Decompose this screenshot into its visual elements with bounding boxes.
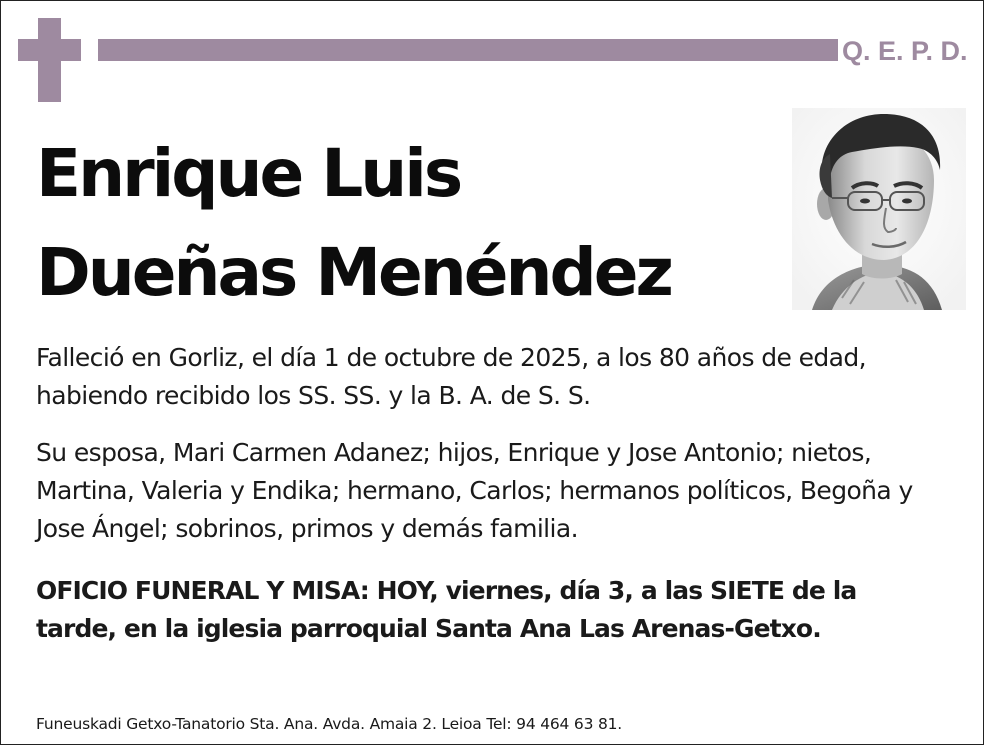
funeral-text: OFICIO FUNERAL Y MISA: HOY, viernes, día 3, a las SIETE de la tarde, en la iglesia parroquial Santa Ana Las Arenas-Getxo. [36,576,857,643]
cross-icon [18,18,81,102]
family-text: Su esposa, Mari Carmen Adanez; hijos, Enrique y Jose Antonio; nietos, Martina, Valeria y Endika; hermano, Carlos; hermanos políticos, Begoña y Jose Ángel; sobrinos, primos y demás familia. [36,438,913,543]
funeral-home-footer: Funeuskadi Getxo-Tanatorio Sta. Ana. Avda. Amaia 2. Leioa Tel: 94 464 63 81. [36,715,623,733]
qepd-label: Q. E. P. D. [842,36,968,66]
header-rule [98,39,838,61]
portrait-photo [792,108,966,310]
deceased-name-line2: Dueñas Menéndez [36,234,671,311]
deceased-name-line1: Enrique Luis [36,135,461,212]
death-notice-text: Falleció en Gorliz, el día 1 de octubre de 2025, a los 80 años de edad, habiendo recibido los SS. SS. y la B. A. de S. S. [36,343,867,410]
